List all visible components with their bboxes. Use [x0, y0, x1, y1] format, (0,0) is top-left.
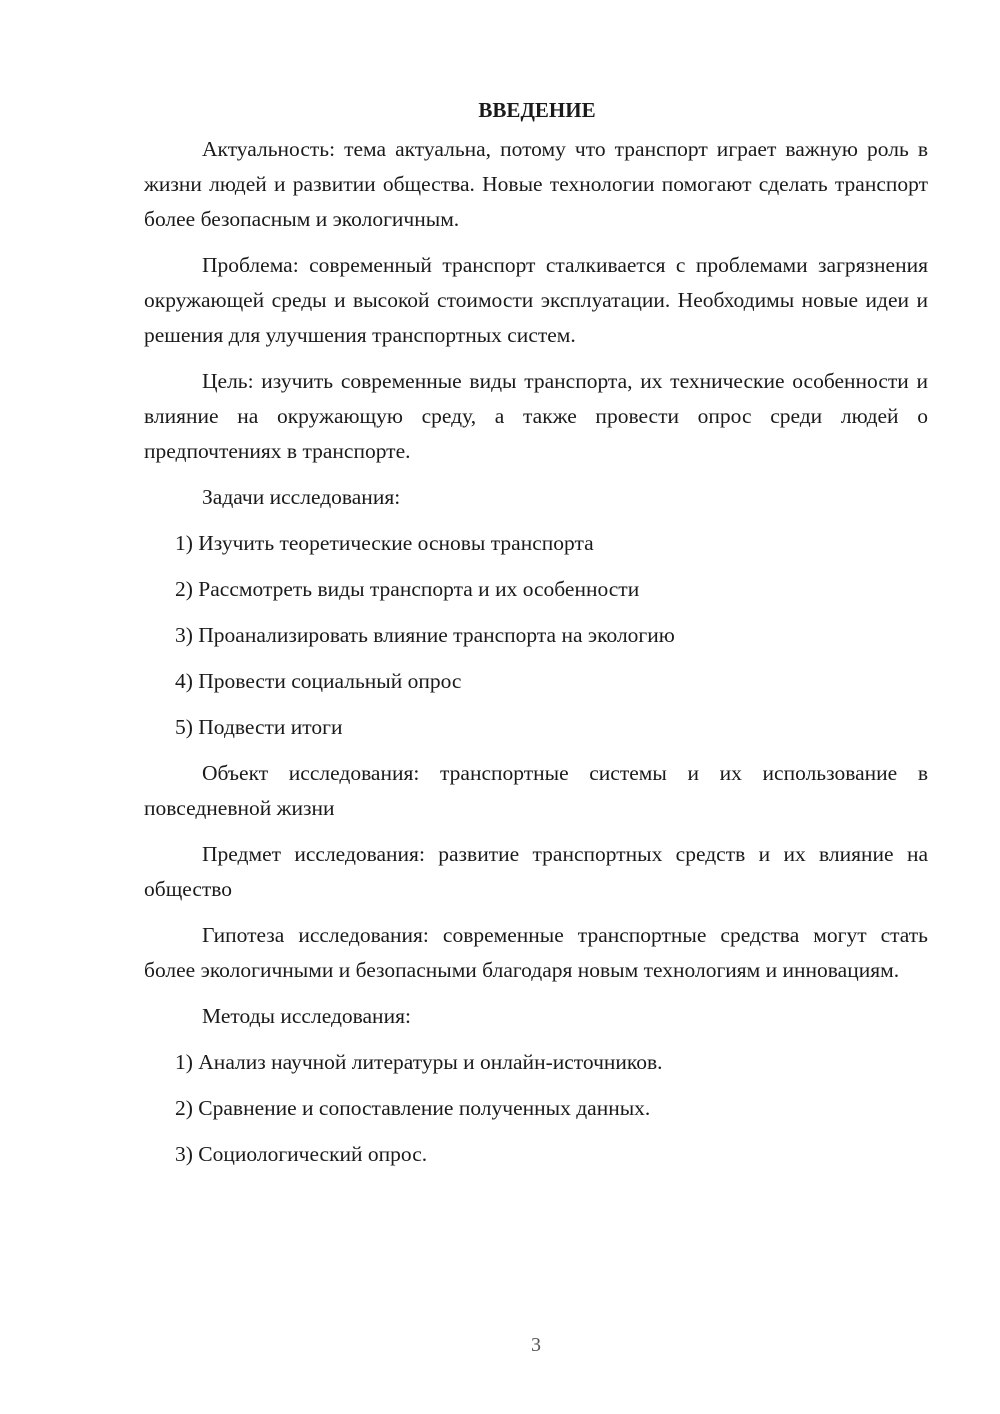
- page-number: 3: [531, 1334, 541, 1356]
- methods-heading: Методы исследования:: [202, 1004, 411, 1028]
- list-item: 4) Провести социальный опрос: [175, 669, 462, 693]
- list-item: 3) Проанализировать влияние транспорта на экологию: [175, 623, 675, 647]
- list-item: 2) Сравнение и сопоставление полученных данных.: [175, 1096, 651, 1120]
- tasks-heading: Задачи исследования:: [202, 485, 401, 509]
- document-page: [144, 92, 928, 1172]
- methods-list: [144, 1045, 928, 1172]
- goal-paragraph: Цель: изучить современные виды транспорта, их технические особенности и влияние на окружающую среду, а также провести опрос среди людей о предпочтениях в транспорте.: [144, 369, 928, 463]
- relevance-paragraph: Актуальность: тема актуальна, потому что транспорт играет важную роль в жизни людей и развитии общества. Новые технологии помогают сделать транспорт более безопасным и экологичным.: [144, 137, 928, 231]
- list-item: 1) Анализ научной литературы и онлайн-источников.: [175, 1050, 663, 1074]
- subject-paragraph: Предмет исследования: развитие транспортных средств и их влияние на общество: [144, 842, 928, 901]
- list-item: 3) Социологический опрос.: [175, 1142, 428, 1166]
- list-item: 5) Подвести итоги: [175, 715, 343, 739]
- page-title: ВВЕДЕНИЕ: [478, 98, 596, 122]
- list-item: 1) Изучить теоретические основы транспорта: [175, 531, 594, 555]
- object-paragraph: Объект исследования: транспортные системы и их использование в повседневной жизни: [144, 761, 928, 820]
- list-item: 2) Рассмотреть виды транспорта и их особенности: [175, 577, 640, 601]
- tasks-list: [144, 526, 928, 745]
- problem-paragraph: Проблема: современный транспорт сталкивается с проблемами загрязнения окружающей среды и высокой стоимости эксплуатации. Необходимы новые идеи и решения для улучшения транспортных систем.: [144, 253, 928, 347]
- hypothesis-paragraph: Гипотеза исследования: современные транспортные средства могут стать более экологичными и безопасными благодаря новым технологиям и инновациям.: [144, 923, 928, 982]
